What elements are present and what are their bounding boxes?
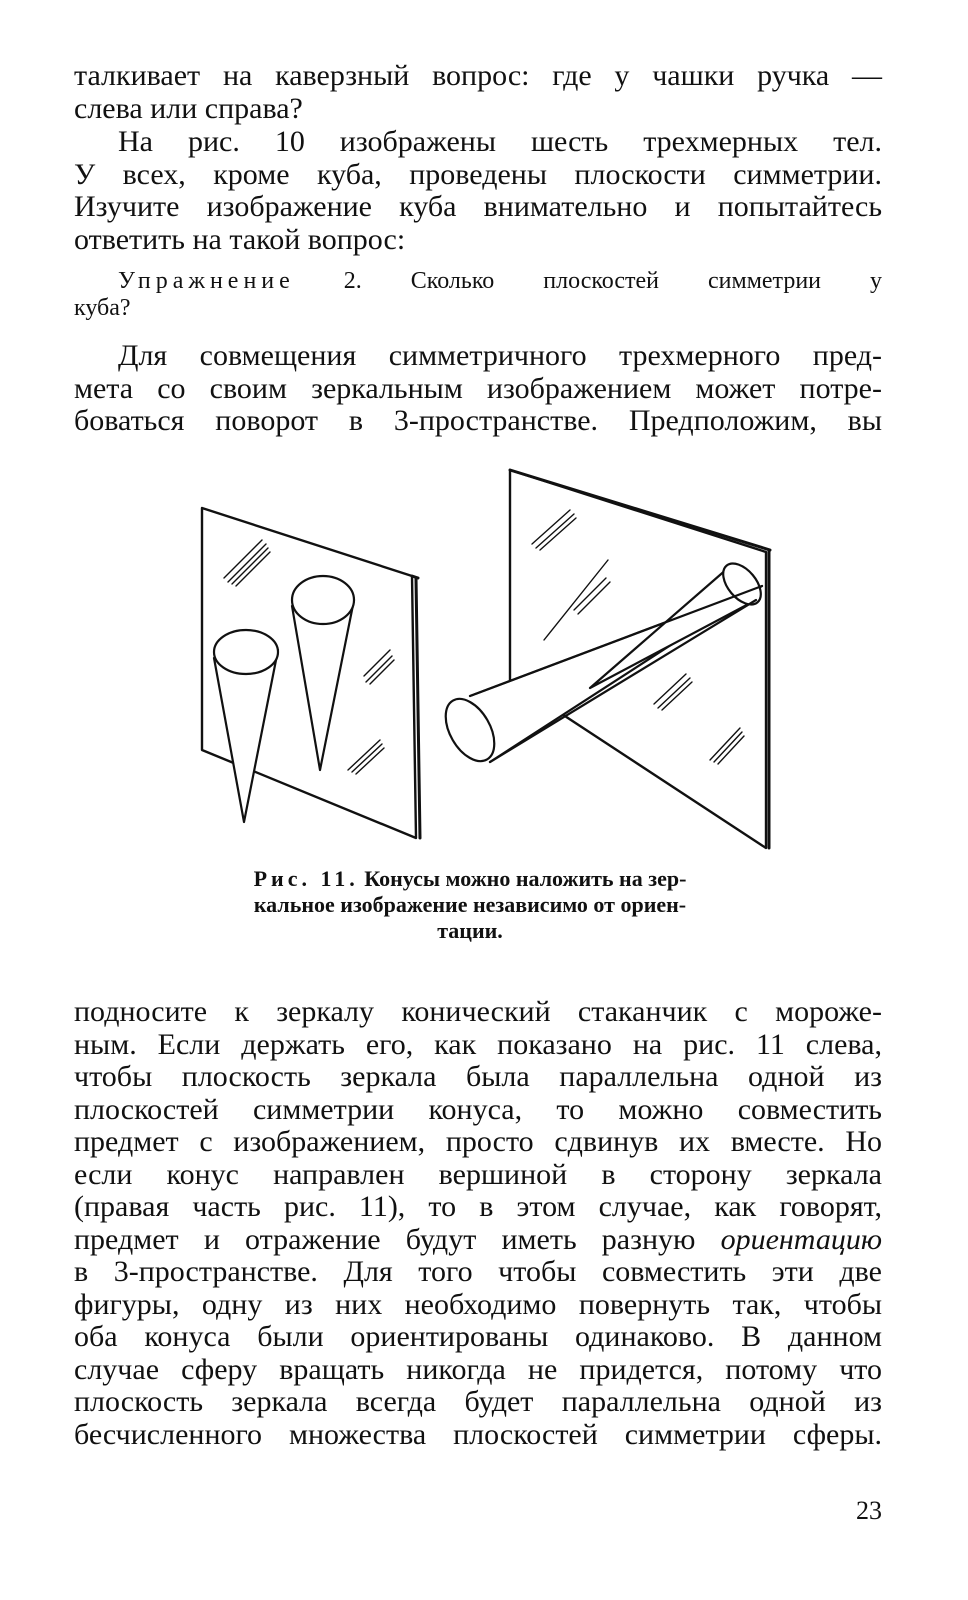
text-line: У всех, кроме куба, проведены плоскости симметрии. [74,157,882,191]
text-line: слева или справа? [74,91,303,125]
page-number: 23 [856,1496,882,1525]
paragraph-fig10 [74,126,882,256]
text-fragment: предмет и отражение будут иметь разную [74,1222,721,1256]
text-line: Изучите изображение куба внимательно и попытайтесь [74,190,882,223]
caption-line-1 [170,866,770,892]
text-line: в 3-пространстве. Для того чтобы совместить эти две [74,1255,882,1288]
text-line: ответить на такой вопрос: [74,222,406,256]
text-line: если конус направлен вершиной в сторону зеркала [74,1157,882,1191]
text-line: предмет с изображением, просто сдвинув их вместе. Но [74,1125,882,1158]
text-line: ным. Если держать его, как показано на рис. 11 слева, [74,1027,882,1061]
exercise-question: 2. Сколько плоскостей симметрии у [294,268,882,294]
exercise-line-2: куба? [74,295,131,321]
text-line: (правая часть рис. 11), то в этом случае, как говорят, [74,1190,882,1223]
paragraph-rotation [74,340,882,438]
text-line-with-italic [74,1224,882,1257]
italic-term: ориентацию [720,1222,882,1256]
caption-label: Рис. 11. [253,866,359,891]
caption-line-2: кальное изображение независимо от ориен- [253,892,687,917]
text-line: мета со своим зеркальным изображением может потре- [74,371,882,405]
caption-text: Конусы можно наложить на зер- [358,866,687,891]
text-line: Для совмещения симметричного трехмерного пред- [118,339,882,372]
text-line: фигуры, одну из них необходимо повернуть так, чтобы [74,1287,882,1321]
text-line: На рис. 10 изображены шесть трехмерных тел. [118,125,882,158]
paragraph-bottom [74,996,882,1451]
text-line: боваться поворот в 3-пространстве. Предположим, вы [74,404,882,437]
exercise-label: Упражнение [118,268,295,294]
text-line: подносите к зеркалу конический стаканчик с мороже- [74,995,882,1028]
text-line: случае сферу вращать никогда не придется, потому что [74,1352,882,1386]
text-line: бесчисленного множества плоскостей симметрии сферы. [74,1417,882,1451]
exercise-line [74,268,882,295]
figure-caption [170,866,770,944]
figure-11-cones-mirrors [180,460,800,850]
exercise-2 [74,268,882,322]
text-line: талкивает на каверзный вопрос: где у чашки ручка — [74,59,882,92]
text-line: плоскостей симметрии конуса, то можно совместить [74,1092,882,1126]
text-line: оба конуса были ориентированы одинаково. В данном [74,1320,882,1353]
paragraph-top [74,60,882,125]
text-line: плоскость зеркала всегда будет параллельна одной из [74,1385,882,1418]
text-line: чтобы плоскость зеркала была параллельна одной из [74,1060,882,1093]
caption-line-3: тации. [437,918,503,943]
